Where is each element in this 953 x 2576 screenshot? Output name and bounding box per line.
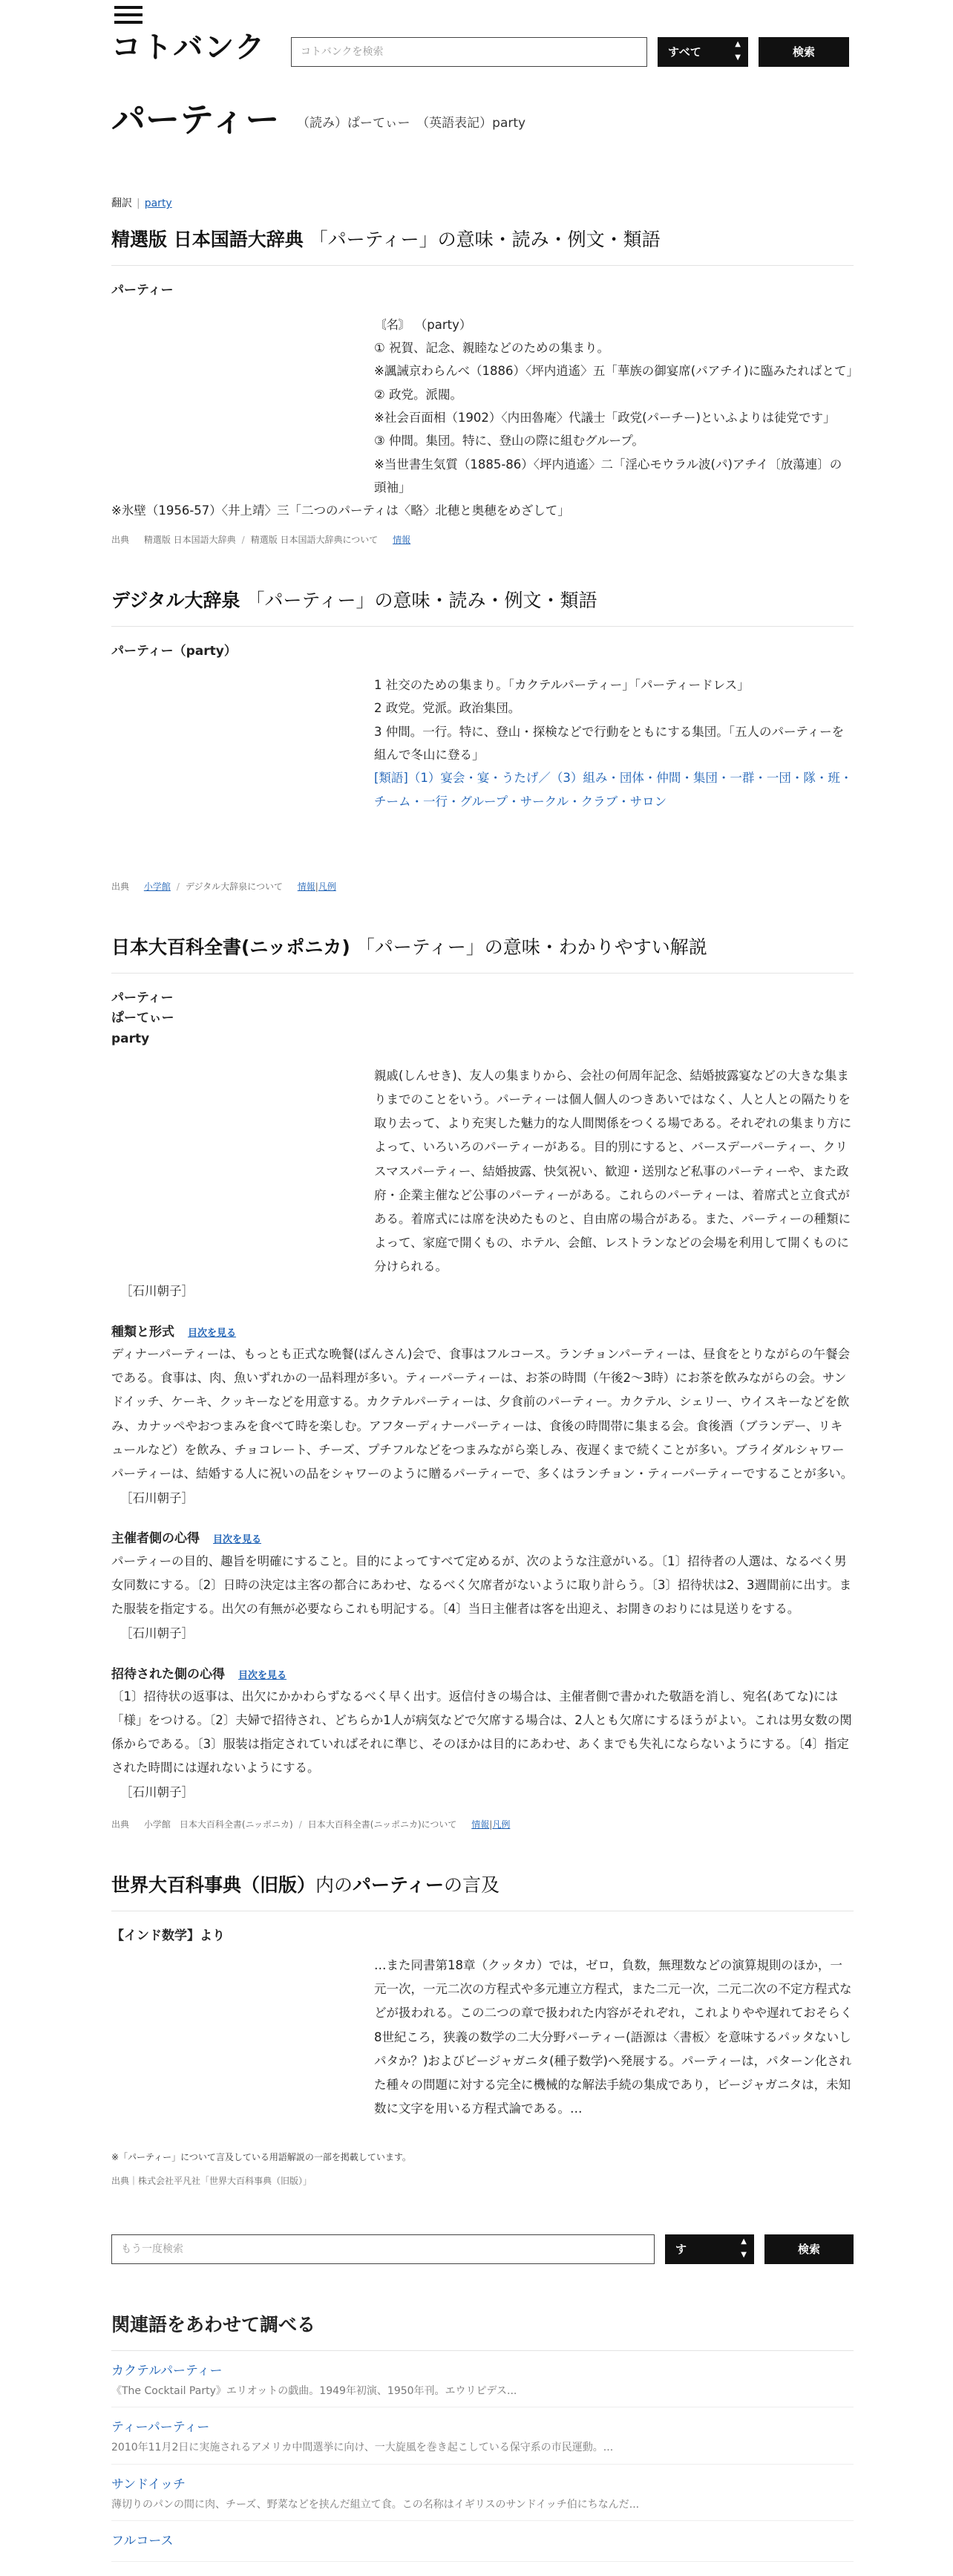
chevron-down-icon: ▼ [735, 53, 741, 62]
info-link[interactable]: 情報 [297, 881, 315, 893]
chevron-down-icon: ▼ [741, 2250, 747, 2259]
related-heading: 関連語をあわせて調べる [111, 2310, 854, 2351]
toc-link[interactable]: 目次を見る [188, 1327, 237, 1339]
menu-icon[interactable] [114, 6, 143, 24]
entry-headword: パーティー ぱーてぃー party [111, 991, 174, 1046]
citation: ※氷壁（1956‐57）〈井上靖〉三「二つのパーティは〈略〉北穂と奥穂をめざして」 [111, 503, 570, 518]
definition: 1 社交のための集まり。「カクテルパーティー」「パーティードレス」 2 政党。党派。政治集団。 3 仲間。一行。特に、登山・探検などで行動をともにする集団。「五人のパーティーを組んで冬山に登る」 [類語]（1）宴会・宴・うたげ／（3）組み・団体・仲間・集団・一群・一団・隊・班・チーム・一行・グループ・サークル・クラブ・サロン [374, 678, 853, 809]
source-line: 出典 精選版 日本国語大辞典 / 精選版 日本国語大辞典について 情報 [111, 534, 411, 545]
toc-link[interactable]: 目次を見る [213, 1534, 262, 1546]
source-line: 出典 小学館 / デジタル大辞泉について 情報|凡例 [111, 881, 336, 893]
excerpt-body: …また同書第18章（クッタカ）では，ゼロ，負数，無理数などの演算規則のほか，一元一次，一元二次の方程式や多元連立方程式，また二元一次，二元二次の不定方程式などが扱われる。この二つの章で扱われた内容がそれぞれ，これよりやや遅れておそらく8世紀ころ，狭義の数学の二大分野パーティー(語源は〈書板〉を意味するパッタないしパタか？)およびビージャガニタ(種子数学)へ発展する。パーティーは，パターン化された種々の問題に対する完全に機械的な解法手続の集成であり，ビージャガニタは，未知数に文字を用いる方程式論である。… [374, 1958, 853, 2116]
main-content [111, 195, 859, 2562]
related-item[interactable]: カクテルパーティー 《The Cocktail Party》エリオットの戯曲。1949年初演、1950年刊。エウリピデス... [111, 2351, 854, 2408]
search-scope-select[interactable]: す ▲ ▼ [665, 2234, 754, 2264]
toc-link[interactable]: 目次を見る [238, 1669, 287, 1681]
subheading-guest: 招待された側の心得 目次を見る [111, 1666, 287, 1682]
paragraph: パーティーの目的、趣旨を明確にすること。目的によってすべて定めるが、次のような注意がいる。〔1〕招待者の人選は、なるべく男女同数にする。〔2〕日時の決定は主客の都合にあわせ、なるべく欠席者がないように取り計らう。〔3〕招待状は2、3週間前に出す。また服装を指定する。出欠の有無が必要ならこれも明記する。〔4〕当日主催者は客を出迎え、お開きのおりには見送りをする。 [111, 1553, 852, 1616]
section-heading-sekai: 世界大百科事典（旧版）内のパーティーの言及 [111, 1871, 854, 1911]
subheading-host: 主催者側の心得 目次を見る [111, 1531, 262, 1547]
site-logo[interactable]: コトバンク [111, 30, 266, 65]
section-heading-daijisen: デジタル大辞泉 「パーティー」の意味・読み・例文・類語 [111, 586, 854, 627]
related-list [111, 2351, 854, 2562]
title-row [0, 78, 953, 152]
author: ［石川朝子］ [120, 1284, 194, 1299]
chevron-up-icon: ▲ [735, 40, 741, 48]
paragraph: 〔1〕招待状の返事は、出欠にかかわらずなるべく早く出す。返信付きの場合は、主催者側で書かれた敬語を消し、宛名(あてな)には「様」をつける。〔2〕夫婦で招待され、どちらか1人が病気などで欠席する場合は、2人とも欠席にするほうがよい。これは男女数の関係からである。〔3〕服装は指定されていればそれに準じ、そのほかは目的にあわせ、あくまでも失礼にならないようにする。〔4〕指定された時間には遅れないようにする。 [111, 1689, 852, 1776]
section-heading-nipponica: 日本大百科全書(ニッポニカ) 「パーティー」の意味・わかりやすい解説 [111, 933, 854, 974]
section-heading-seisenban: 精選版 日本国語大辞典 「パーティー」の意味・読み・例文・類語 [111, 225, 854, 266]
related-item[interactable]: フルコース [111, 2521, 854, 2561]
article-body: 親戚(しんせき)、友人の集まりから、会社の何周年記念、結婚披露宴などの大きな集まりまでのことをいう。パーティーは個人個人のつきあいではなく、人と人との隔たりを取り去って、より充実した魅力的な人間関係をつくる場である。それぞれの集まり方によって、いろいろのパーティーがある。目的別にすると、バースデーパーティー、クリスマスパーティー、結婚披露、快気祝い、歓迎・送別など私事のパーティーや、また政府・企業主催など公事のパーティーがある。これらのパーティーは、着席式と立食式がある。着席式には席を決めたものと、自由席の場合がある。また、パーティーの種類によって、家庭で開くもの、ホテル、会館、レストランなどの会場を利用して開くものに分けられる。 [374, 1068, 852, 1274]
reading: （読み）ぱーてぃー （英語表記）party [297, 116, 526, 131]
search-input[interactable]: コトバンクを検索 [291, 37, 647, 67]
related-item[interactable]: サンドイッチ 薄切りのパンの間に肉、チーズ、野菜などを挟んだ組立て食。この名称はイギリスのサンドイッチ伯にちなんだ... [111, 2465, 854, 2522]
search-button[interactable]: 検索 [759, 37, 849, 67]
entry-headword: パーティー（party） [111, 643, 237, 659]
note: ※「パーティー」について言及している用語解説の一部を掲載しています。 [111, 2152, 411, 2163]
info-link[interactable]: 情報 [471, 1819, 490, 1830]
author: ［石川朝子］ [120, 1491, 194, 1506]
search-again-input[interactable]: もう一度検索 [111, 2234, 655, 2264]
source-line: 出典 小学館 日本大百科全書(ニッポニカ) / 日本大百科全書(ニッポニカ)について 情報|凡例 [111, 1819, 511, 1830]
search-scope-select[interactable]: すべて ▲ ▼ [658, 37, 748, 67]
author: ［石川朝子］ [120, 1785, 194, 1800]
author: ［石川朝子］ [120, 1626, 194, 1641]
bottom-search [111, 2234, 854, 2267]
entry-headword: 【インド数学】より [111, 1928, 225, 1943]
definition: 〘名〙 （party） ① 祝賀、記念、親睦などのための集まり。 ※諷誡京わらんべ（1886）〈坪内逍遙〉五「華族の御宴席(パアチイ)に臨みたればとて」 ② 政党。派閥。 ※社会百面相（1902）〈内田魯庵〉代議士「政党(パーチー)といふよりは徒党です」 ③ 仲間。集団。特に、登山の際に組むグループ。 ※当世書生気質（1885‐86）〈坪内逍遙〉二「淫心モウラル波(パ)アチイ〔放蕩連〕の頭袖」 [374, 317, 859, 495]
search-again-button[interactable]: 検索 [764, 2234, 854, 2264]
subheading-types: 種類と形式 目次を見る [111, 1324, 237, 1340]
translate-row: 翻訳 | party [111, 198, 172, 209]
legend-link[interactable]: 凡例 [492, 1819, 511, 1830]
entry-headword: パーティー [111, 283, 174, 299]
related-item[interactable]: ティーパーティー 2010年11月2日に実施されるアメリカ中間選挙に向け、一大旋風を巻き起こしている保守系の市民運動。... [111, 2407, 854, 2465]
translate-link[interactable]: party [144, 198, 172, 209]
paragraph: ディナーパーティーは、もっとも正式な晩餐(ばんさん)会で、食事はフルコース。ランチョンパーティーは、昼食をとりながらの午餐会である。食事は、肉、魚いずれかの一品料理が多い。ティーパーティーは、お茶の時間（午後2～3時）にお茶を飲みながらの会。サンドイッチ、ケーキ、クッキーなどを用意する。カクテルパーティーは、夕食前のパーティー。カクテル、シェリー、ウイスキーなどを飲み、カナッペやおつまみを食べて時を楽しむ。アフターディナーパーティーは、食後の時間帯に集まる会。食後酒（ブランデー、リキュールなど）を飲み、チョコレート、チーズ、プチフルなどをつまみながら楽しみ、夜遅くまで続くことが多い。ブライダルシャワーパーティーは、結婚する人に祝いの品をシャワーのように贈るパーティーで、多くはランチョン・ティーパーティーですることが多い。 [111, 1346, 854, 1481]
site-header [0, 0, 953, 78]
legend-link[interactable]: 凡例 [318, 881, 336, 893]
info-link[interactable]: 情報 [393, 534, 411, 545]
chevron-up-icon: ▲ [741, 2237, 747, 2246]
page-title: パーティー [111, 100, 280, 140]
source-line: 出典｜株式会社平凡社「世界大百科事典（旧版）」 [111, 2175, 312, 2186]
